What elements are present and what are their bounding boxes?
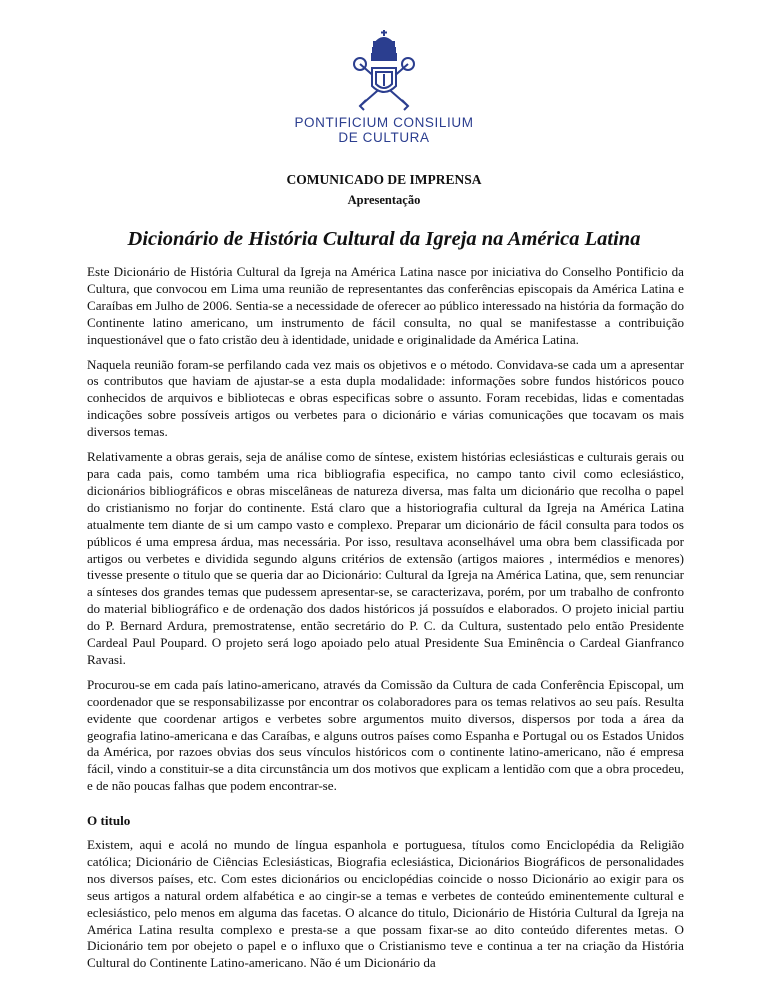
section-body <box>87 837 684 980</box>
paragraph: Naquela reunião foram-se perfilando cada vez mais os objetivos e o método. Convidava-se cada um a apresentar os contributos que haviam de ajustar-se a esta dupla modalidade: informações sobre fundos históricos pouco conhecidos de arquivos e bibliotecas e obras especificas sobre o assunto. Foram recebidas, lidas e comentadas indicações sobre possíveis artigos ou verbetes para o dicionário e várias comunicações que tocavam os mais diversos temas. <box>87 356 684 440</box>
paragraph: Este Dicionário de História Cultural da Igreja na América Latina nasce por iniciativa do Conselho Pontificio da Cultura, que convocou em Lima uma reunião de representantes das conferências episcopais da América Latina e Caraíbas em Julho de 2006. Sentia-se a necessidade de oferecer ao público interessado na história da formação do Continente latino americano, um instrumento de fácil consulta, no qual se manifestasse a contribuição inquestionável que o fato cristão deu à identidade, unidade e originalidade da América Latina. <box>87 264 684 347</box>
document-title: Dicionário de História Cultural da Igreja na América Latina <box>127 228 641 250</box>
body-text <box>87 264 684 803</box>
org-name-line2: DE CULTURA <box>338 130 430 145</box>
subtitle: Apresentação <box>347 193 421 207</box>
paragraph: Existem, aqui e acolá no mundo de língua espanhola e portuguesa, títulos como Enciclopédia da Religião católica; Dicionário de Ciências Eclesiásticas, Biografia eclesiástica, Dicionários Biográficos de personalidades nos diversos países, etc. Com estes dicionários ou enciclopédias coincide o nosso Dicionário ao exigir para os seus artigos a natural ordem alfabética e ao cingir-se a temas e verbetes de conteúdo eminentemente cultural e eclesiástico, pelo menos em alguma das facetas. O alcance do titulo, Dicionário de História Cultural da Igreja na América Latina resulta complexo e presta-se a que possam fixar-se ao dito conteúdo diferentes metas. O Dicionário tem por obejeto o papel e o influxo que o Cristianismo teve e continua a ter na criação da História Cultural do Continente Latino-americano. Não é um Dicionário da <box>87 837 684 971</box>
paragraph: Procurou-se em cada país latino-americano, através da Comissão da Cultura de cada Conferência Episcopal, um coordenador que se responsabilizasse por encontrar os colaboradores para os temas relativos ao seu país. Resulta evidente que coordenar artigos e verbetes sobre argumentos muito diversos, dispersos por toda a área da geografia latino-americana e das Caraíbas, e alguns outros países como Espanha e Portugal ou os Estados Unidos da América, por razoes obvias dos seus vínculos históricos com o continente latino-americano, não é empresa fácil, vindo a constituir-se a dita circunstância um dos motivos que explicam a lentidão com que a obra procedeu, e de não poucas falhas que podem encontrar-se. <box>87 676 684 794</box>
papal-emblem-icon <box>338 28 430 112</box>
section-heading: O titulo <box>87 813 131 828</box>
org-name-line1: PONTIFICIUM CONSILIUM <box>294 115 474 130</box>
press-release-label: COMUNICADO DE IMPRENSA <box>286 172 482 187</box>
paragraph: Relativamente a obras gerais, seja de análise como de síntese, existem histórias eclesiásticas e culturais gerais ou para cada pais, como também uma rica bibliografia especifica, no campo tanto civil como eclesiástico, dicionários bibliográficos e obras miscelâneas de natureza diversa, mas falta um dicionário que recolha o papel do cristianismo no forjar do continente. Está claro que a historiografia cultural da Igreja na América Latina atualmente tem diante de si um campo vasto e complexo. Preparar um dicionário de fácil consulta para todos os públicos é uma empresa árdua, mas necessária. Por isso, resultava aconselhável uma obra bem classificada por artigos ou verbetes e dividida segundo alguns critérios de extensão (artigos maiores , intermédios e menores) tivesse presente o titulo que se queria dar ao Dicionário: Cultural da Igreja na América Latina, que, sem renunciar a sínteses dos grandes temas que pudessem apresentar-se, se caracterizava, porém, por um trabalho de confronto do material bibliográfico e de ordenação dos dados históricos já possuídos e elaborados. O projeto inicial partiu do P. Bernard Ardura, premostratense, então secretário do P. C. da Cultura, sustentado pelo então Presidente Cardeal Paul Poupard. O projeto será logo apoiado pelo atual Presidente Sua Eminência o Cardeal Gianfranco Ravasi. <box>87 449 684 667</box>
